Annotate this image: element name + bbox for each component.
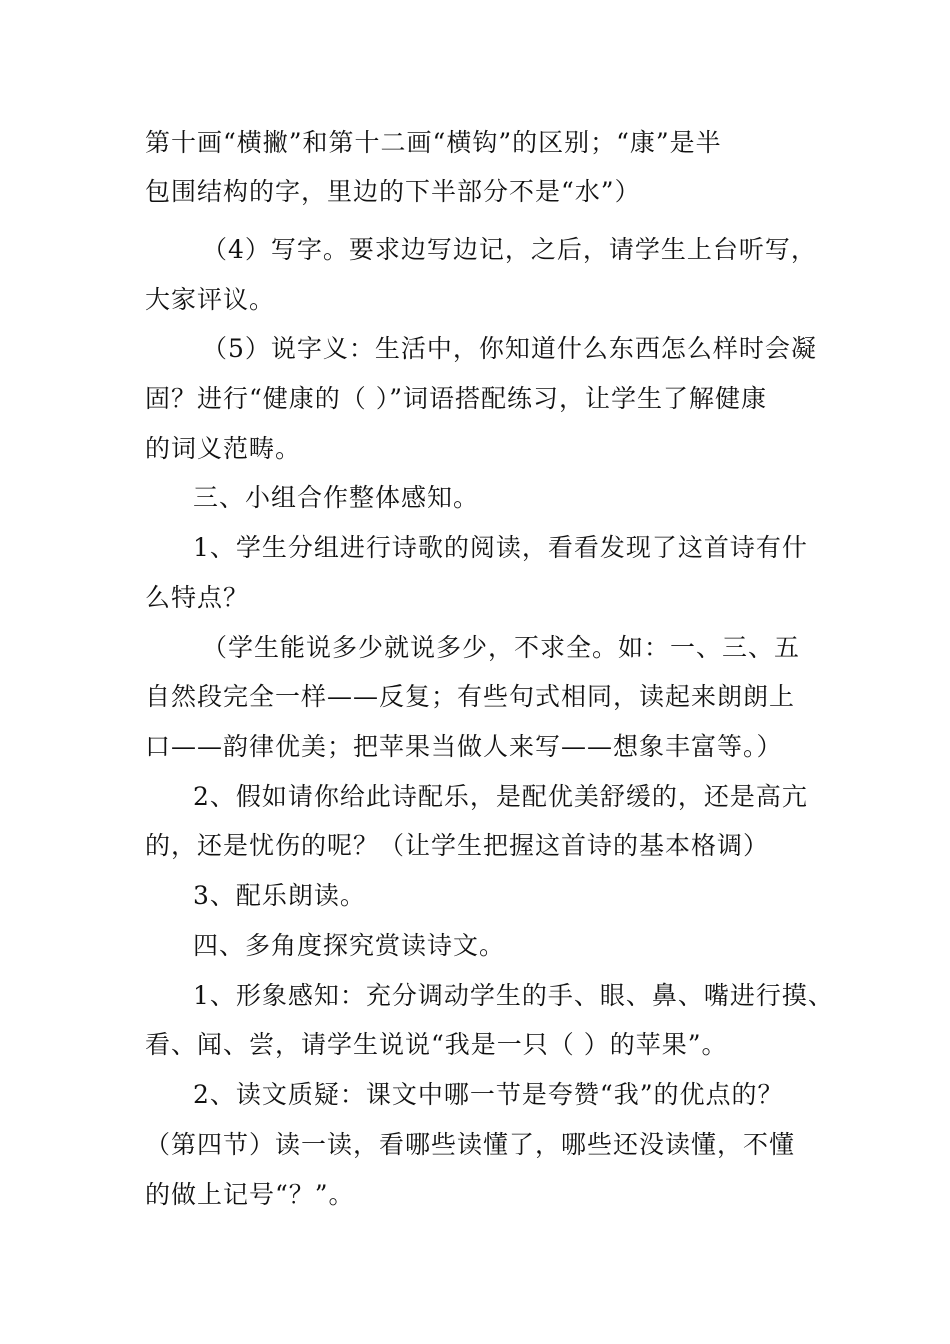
section-heading: 三、小组合作整体感知。 bbox=[193, 483, 480, 512]
text-line: （第四节）读一读，看哪些读懂了，哪些还没读懂，不懂 bbox=[145, 1130, 796, 1159]
text-line: （4）写字。要求边写边记，之后，请学生上台听写， bbox=[202, 235, 817, 264]
text-line: 3、配乐朗读。 bbox=[193, 881, 366, 910]
text-line: 1、学生分组进行诗歌的阅读，看看发现了这首诗有什 bbox=[193, 533, 808, 562]
text-line: 的做上记号“？”。 bbox=[145, 1180, 355, 1209]
text-line: 大家评议。 bbox=[145, 285, 276, 314]
text-line: 第十画“横撇”和第十二画“横钩”的区别；“康”是半 bbox=[145, 128, 722, 157]
text-line: 自然段完全一样——反复；有些句式相同，读起来朗朗上 bbox=[145, 682, 796, 711]
text-line: 的，还是忧伤的呢？（让学生把握这首诗的基本格调） bbox=[145, 831, 770, 860]
text-line: 固？进行“健康的（ ）”词语搭配练习，让学生了解健康 bbox=[145, 384, 768, 413]
text-line: （学生能说多少就说多少，不求全。如：一、三、五 bbox=[202, 633, 801, 662]
text-line: 么特点？ bbox=[145, 583, 250, 612]
text-line: 口——韵律优美；把苹果当做人来写——想象丰富等。） bbox=[145, 732, 783, 761]
text-line: 的词义范畴。 bbox=[145, 434, 302, 463]
text-line: 2、假如请你给此诗配乐，是配优美舒缓的，还是高亢 bbox=[193, 782, 808, 811]
text-line: 1、形象感知：充分调动学生的手、眼、鼻、嘴进行摸、 bbox=[193, 981, 834, 1010]
text-line: 包围结构的字，里边的下半部分不是“水”） bbox=[145, 177, 641, 206]
text-line: （5）说字义：生活中，你知道什么东西怎么样时会凝 bbox=[202, 334, 817, 363]
text-line: 看、闻、尝，请学生说说“我是一只（ ）的苹果”。 bbox=[145, 1030, 728, 1059]
text-line: 2、读文质疑：课文中哪一节是夸赞“我”的优点的？ bbox=[193, 1080, 784, 1109]
section-heading: 四、多角度探究赏读诗文。 bbox=[193, 931, 506, 960]
